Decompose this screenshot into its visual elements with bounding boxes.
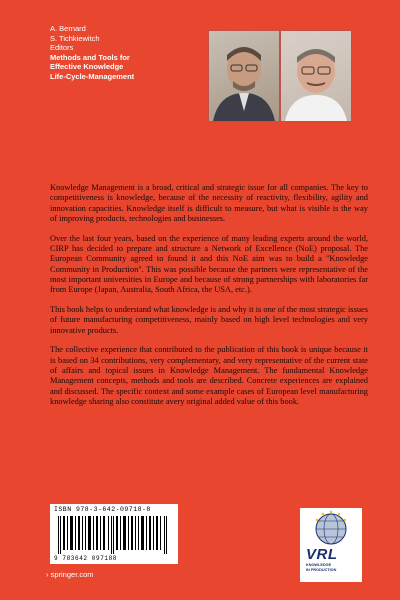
editor-photo <box>208 30 280 122</box>
description-paragraph: Knowledge Management is a broad, critical and strategic issue for all companies. The key to competitiveness is knowledge, because of the necessity of reactivity, flexibility, agility and innovation capacities. Knowledge itself is difficult to measure, but what is visible is the way of improving products, technologies and businesses. <box>50 183 368 223</box>
logo-subtitle-line: KNOWLEDGE <box>306 563 332 567</box>
barcode-digits: 9 783642 097188 <box>54 555 118 562</box>
logo-title: VRL <box>306 546 338 563</box>
isbn-text: ISBN 978-3-642-09718-8 <box>54 506 151 513</box>
description-paragraph: Over the last four years, based on the experience of many leading experts around the world, CIRP has decided to prepare and structure a Network of Excellence (NoE) proposal. The European Community agreed to found it and this NoE aim was to build a "Knowledge Community in Production". This was possible because the partners were representative of the most important universities in Europe and because of strong partnerships with laboratories far from Europe (Japan, Australia, South Africa, the USA, etc.). <box>50 233 368 295</box>
description-paragraph: This book helps to understand what knowledge is and why it is one of the most strategic issues of future manufacturing competitiveness, mainly based on high level technologies and very innovative products. <box>50 304 368 335</box>
description-paragraph: The collective experience that contributed to the publication of this book is unique because it is based on 34 contributions, very complementary, and very representative of the current state of affairs and topical issues in Knowledge Management. The fundamental Knowledge Management concepts, methods and tools are described. Concrete experiences are explained and discussed. The specific context and some example cases of European level manufacturing knowledge sharing also constitute avery original added value of this book. <box>50 345 368 406</box>
logo-subtitle <box>306 563 336 572</box>
book-title-line: Methods and Tools for <box>50 52 130 62</box>
book-title-line: Effective Knowledge <box>50 62 124 71</box>
author-editor-block <box>50 24 200 81</box>
logo-subtitle-line: IN PRODUCTION <box>306 567 337 572</box>
author-name: A. Bernard <box>50 24 86 33</box>
back-cover-description <box>50 183 368 417</box>
editor-photo <box>280 30 352 122</box>
book-title-line: Life-Cycle-Management <box>50 71 135 81</box>
author-name: S. Tichkiewitch <box>50 33 100 43</box>
barcode-bars <box>58 516 170 554</box>
vrl-logo <box>300 508 362 582</box>
editors-label: Editors <box>50 43 74 52</box>
publisher-url: springer.com <box>50 570 94 579</box>
isbn-barcode <box>50 504 178 564</box>
publisher-link[interactable] <box>46 570 94 579</box>
chevron-right-icon: › <box>46 570 49 579</box>
globe-icon <box>300 508 362 548</box>
